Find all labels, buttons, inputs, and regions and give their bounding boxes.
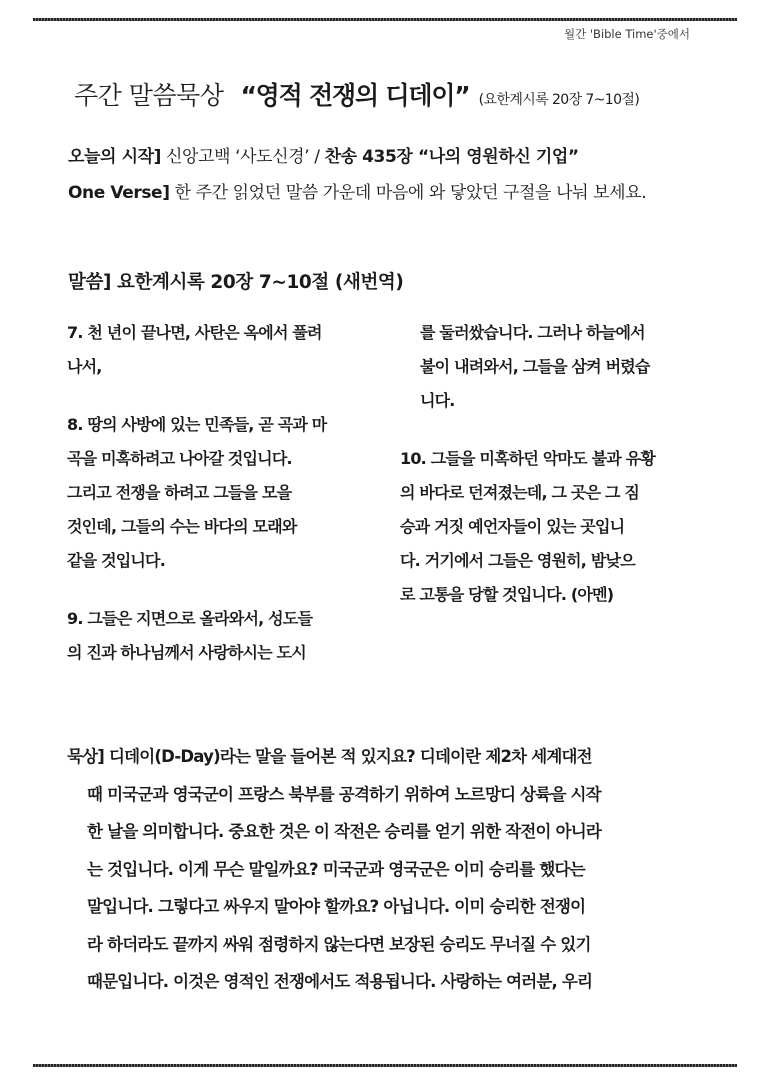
verse-line: 7. 천 년이 끝나면, 사탄은 옥에서 풀려	[67, 323, 322, 342]
verse-line: 같을 것입니다.	[67, 551, 165, 570]
top-divider	[33, 18, 737, 21]
verse-line: 9. 그들은 지면으로 올라와서, 성도들	[67, 609, 313, 628]
verse-line: 것인데, 그들의 수는 바다의 모래와	[67, 517, 297, 536]
title-main: 주간 말씀묵상	[74, 81, 224, 110]
scripture-right-column	[400, 316, 700, 636]
start-label: 오늘의 시작]	[68, 147, 161, 167]
one-verse-text: 한 주간 읽었던 말씀 가운데 마음에 와 닿았던 구절을 나눠 보세요.	[174, 183, 647, 203]
meditation-label: 묵상]	[67, 747, 105, 766]
bottom-divider	[33, 1064, 737, 1067]
verse-line: 승과 거짓 예언자들이 있는 곳입니	[400, 517, 625, 536]
page-title	[74, 76, 734, 112]
title-quote: “영적 전쟁의 디데이”	[240, 81, 470, 110]
verse-line: 다. 거기에서 그들은 영원히, 밤낮으	[400, 551, 635, 570]
hymn-text: 찬송 435장 “나의 영원하신 기업”	[324, 147, 579, 167]
verse-line: 의 바다로 던져졌는데, 그 곳은 그 짐	[400, 483, 640, 502]
one-verse-line	[68, 178, 646, 203]
verse-line: 10. 그들을 미혹하던 악마도 불과 유황	[400, 449, 655, 468]
verse-line: 불이 내려와서, 그들을 삼켜 버렸습	[420, 357, 650, 376]
scripture-heading: 말씀] 요한계시록 20장 7~10절 (새번역)	[68, 272, 404, 293]
verse-10	[400, 442, 700, 612]
meditation-line	[67, 738, 703, 776]
meditation-line: 때문입니다. 이것은 영적인 전쟁에서도 적용됩니다. 사랑하는 여러분, 우리	[87, 972, 593, 991]
scripture-left-column	[67, 316, 372, 694]
meditation-line: 는 것입니다. 이게 무슨 말일까요? 미국군과 영국군은 이미 승리를 했다는	[87, 859, 585, 879]
meditation-line: 라 하더라도 끝까지 싸워 점령하지 않는다면 보장된 승리도 무너질 수 있기	[87, 934, 591, 954]
source-note: 월간 'Bible Time'중에서	[564, 27, 690, 41]
creed-text: 신앙고백 ‘사도신경’ /	[166, 147, 320, 167]
verse-9	[67, 602, 372, 670]
title-reference: (요한계시록 20장 7~10절)	[478, 92, 640, 108]
verse-9-continued	[400, 316, 700, 418]
verse-line: 니다.	[420, 391, 455, 410]
meditation-line: 때 미국군과 영국군이 프랑스 북부를 공격하기 위하여 노르망디 상륙을 시작	[87, 784, 601, 804]
verse-line: 곡을 미혹하려고 나아갈 것입니다.	[67, 449, 292, 468]
verse-line: 그리고 전쟁을 하려고 그들을 모을	[67, 483, 292, 502]
start-line	[68, 142, 579, 167]
verse-line: 의 진과 하나님께서 사랑하시는 도시	[67, 643, 306, 662]
verse-line: 를 둘러쌌습니다. 그러나 하늘에서	[420, 323, 645, 342]
verse-8	[67, 408, 372, 578]
meditation-line: 한 날을 의미합니다. 중요한 것은 이 작전은 승리를 얻기 위한 작전이 아니라	[87, 822, 602, 841]
meditation-section	[67, 738, 703, 1001]
verse-7	[67, 316, 372, 384]
verse-line: 로 고통을 당할 것입니다. (아멘)	[400, 585, 614, 604]
verse-line: 8. 땅의 사방에 있는 민족들, 곧 곡과 마	[67, 415, 327, 434]
one-verse-label: One Verse]	[68, 183, 170, 203]
meditation-text: 디데이(D-Day)라는 말을 들어본 적 있지요? 디데이란 제2차 세계대전	[108, 747, 592, 766]
verse-line: 나서,	[67, 357, 102, 376]
meditation-line: 말입니다. 그렇다고 싸우지 말아야 할까요? 아닙니다. 이미 승리한 전쟁이	[87, 897, 586, 916]
